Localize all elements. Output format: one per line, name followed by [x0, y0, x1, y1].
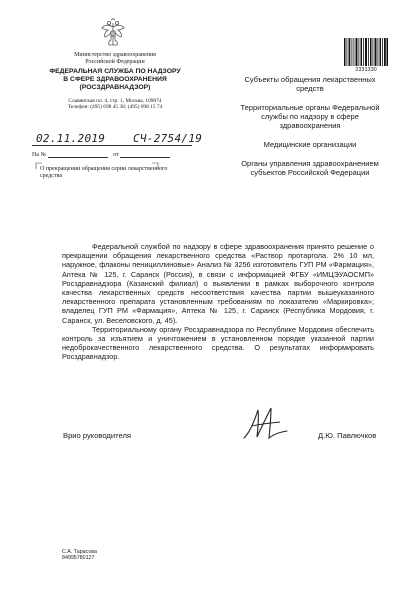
- executor-phone: 84995780127: [62, 555, 95, 562]
- no-label: На №: [32, 152, 47, 158]
- executor-name: С.А. Тарасова: [62, 549, 97, 555]
- ministry-line1: Министерство здравоохранения: [74, 52, 156, 58]
- ministry-line2: Российской Федерации: [85, 59, 145, 65]
- recipients-block: [230, 75, 390, 187]
- service-line3: (РОСЗДРАВНАДЗОР): [79, 84, 151, 91]
- body-paragraph-1: Федеральной службой по надзору в сфере здравоохранения принято решение о прекращении обращения лекарственного средства «Раствор протаргола. 2% 10 мл, наружное, флаконы пенициллиновые» Анализ № 3256 изготовитель ГУП РМ «Фармация», Аптека № 125, г. Саранск (Россия), в связи с информацией ФГБУ «ИМЦЭУАОСМП» Росздравнадзора (Казанский филиал) о выявлении в рамках выборочного контроля качества лекарственных средств несоответствия качества партии вышеуказанного лекарственного препарата установленным требованиям по показателю «Маркировка»; владелец ГУП РМ «Фармация», Аптека № 125, г. Саранск (Республика Мордовия, г. Саранск, ул. Веселовского, д. 45).: [62, 242, 374, 325]
- registration-underline: [32, 145, 192, 146]
- address-line2: Телефон: (495) 698 45 38; (495) 698 15 74: [67, 104, 163, 111]
- recipient-2: Территориальные органы Федеральной службы по надзору в сфере здравоохранения: [240, 103, 380, 130]
- letter-body: [62, 242, 374, 362]
- reference-line: [32, 151, 192, 158]
- recipient-3: Медицинские организации: [263, 140, 357, 149]
- recipient-1: Субъекты обращения лекарственных средств: [244, 75, 376, 93]
- from-underline: [120, 151, 170, 158]
- letter-subject: О прекращении обращения серии лекарственного средства: [40, 166, 168, 179]
- registration-number: СЧ-2754/19: [132, 132, 203, 145]
- body-paragraph-2: Территориальному органу Росздравнадзора по Республике Мордовия обеспечить контроль за изъятием и уничтожением в установленном порядке указанной партии недоброкачественного лекарственного средства. О результатах информировать Росздравнадзор.: [62, 324, 374, 362]
- barcode-icon: [344, 38, 388, 66]
- address-line1: Славянская пл. 4, стр. 1, Москва, 109074: [68, 98, 162, 104]
- handwritten-signature-icon: [240, 404, 290, 444]
- service-line2: В СФЕРЕ ЗДРАВООХРАНЕНИЯ: [63, 76, 167, 83]
- signer-position: Врио руководителя: [63, 431, 132, 440]
- from-label: от: [113, 152, 119, 158]
- address: [30, 98, 200, 111]
- sender-block: [30, 52, 200, 111]
- no-underline: [48, 151, 108, 158]
- recipient-4: Органы управления здравоохранением субъектов Российской Федерации: [241, 159, 379, 177]
- barcode-number: 2331330: [355, 67, 377, 73]
- signer-name: Д.Ю. Павлючков: [318, 431, 377, 440]
- handwritten-registration: [36, 132, 202, 145]
- service-name: [30, 68, 200, 92]
- coat-of-arms-icon: [100, 18, 126, 48]
- executor-block: [62, 549, 97, 561]
- registration-date: 02.11.2019: [36, 132, 106, 145]
- service-line1: ФЕДЕРАЛЬНАЯ СЛУЖБА ПО НАДЗОРУ: [49, 68, 181, 75]
